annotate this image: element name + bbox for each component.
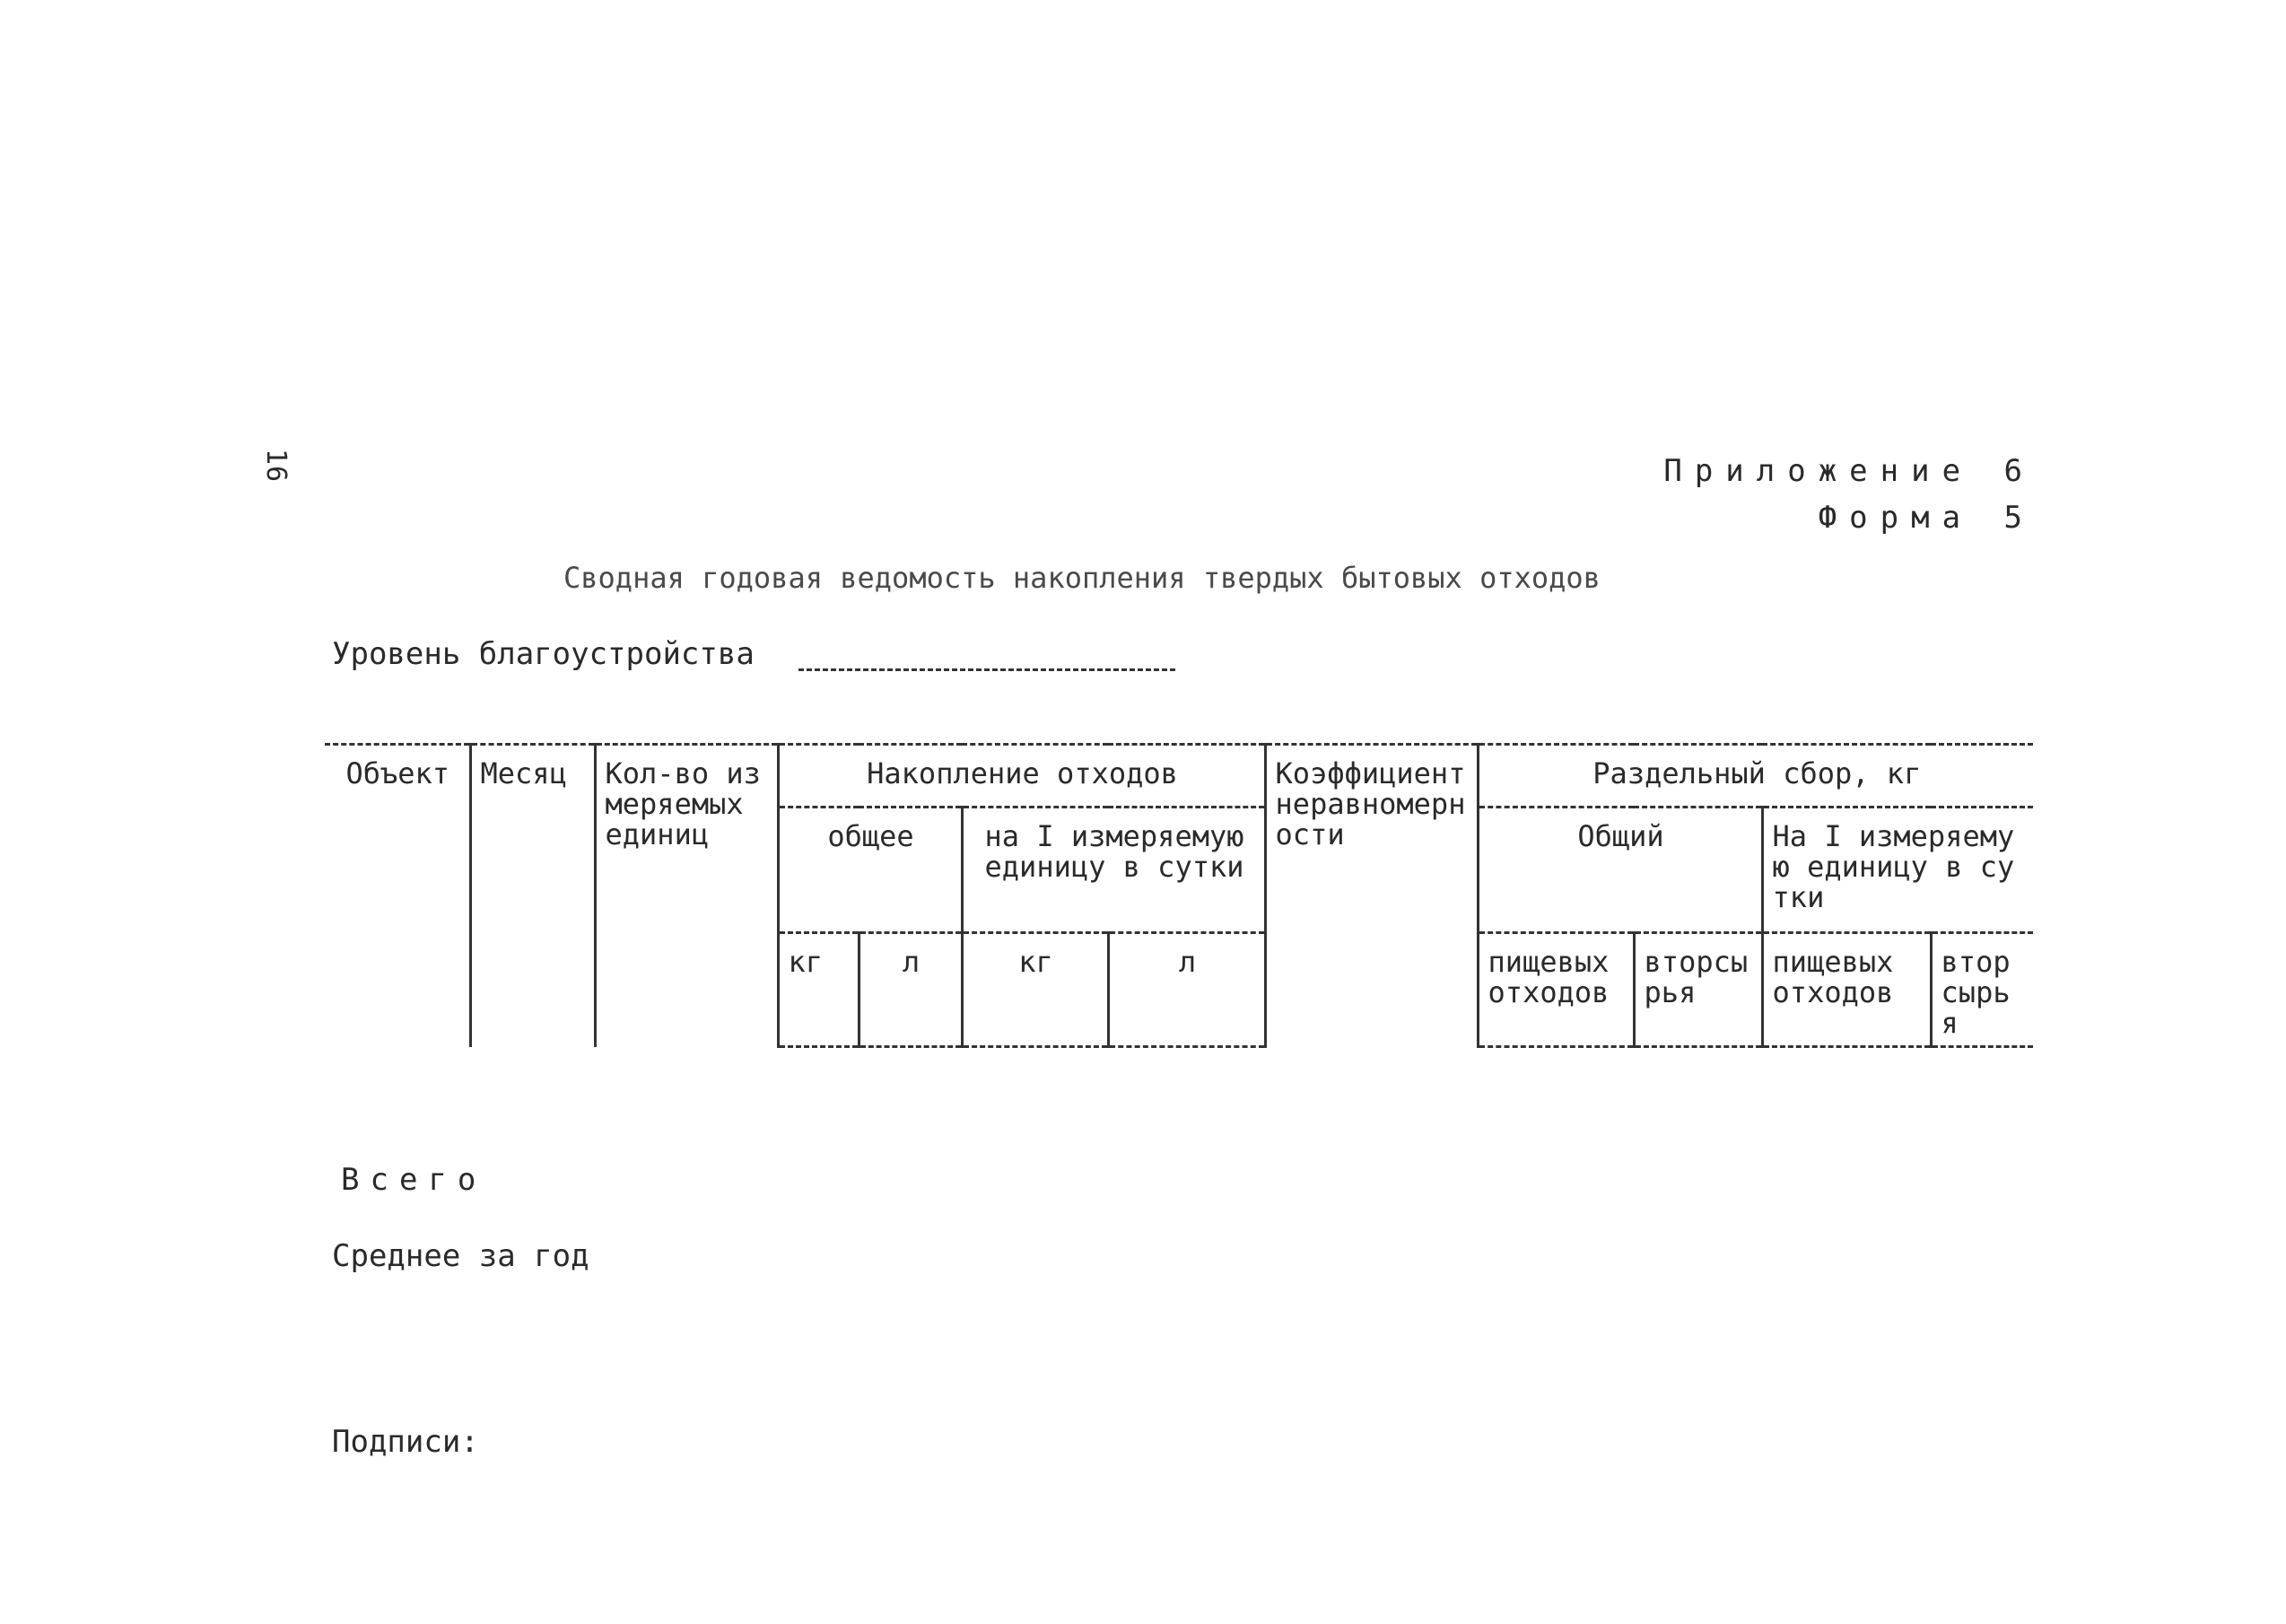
document-title: Сводная годовая ведомость накопления твердых бытовых отходов [563,561,1601,595]
level-label: Уровень благоустройства [332,636,755,672]
header-unit-kg-per-unit: кг [962,933,1108,1047]
header-recyclables-per-unit: вторсырья [1931,933,2033,1047]
header-separate-per-unit: На I измеряемую единицу в сутки [1762,808,2033,933]
level-input-line [798,668,1175,671]
header-separate-total: Общий [1478,808,1762,933]
page-number: 16 [260,449,292,484]
appendix-label: Приложение 6 [1663,453,2035,489]
header-unit-kg-total: кг [778,933,859,1047]
header-accumulation-per-unit: на I измеряемую единицу в сутки [962,808,1265,933]
average-label: Среднее за год [332,1238,589,1274]
header-object: Объект [325,745,470,1047]
header-month: Месяц [470,745,595,1047]
header-accumulation: Накопление отходов [778,745,1265,808]
header-food-waste-per-unit: пищевых отходов [1762,933,1931,1047]
header-count: Кол-во измеряемых единиц [595,745,778,1047]
header-recyclables-total: вторсырья [1634,933,1762,1047]
summary-table [325,743,2033,1048]
total-label: Всего [341,1162,487,1198]
header-food-waste-total: пищевых отходов [1478,933,1634,1047]
header-separate-collection: Раздельный сбор, кг [1478,745,2033,808]
form-label: Форма 5 [1818,500,2035,536]
header-unit-l-total: л [859,933,962,1047]
header-coefficient: Коэффициент неравномерности [1265,745,1478,1047]
header-accumulation-total: общее [778,808,962,933]
header-unit-l-per-unit: л [1108,933,1265,1047]
signatures-label: Подписи: [332,1424,479,1460]
